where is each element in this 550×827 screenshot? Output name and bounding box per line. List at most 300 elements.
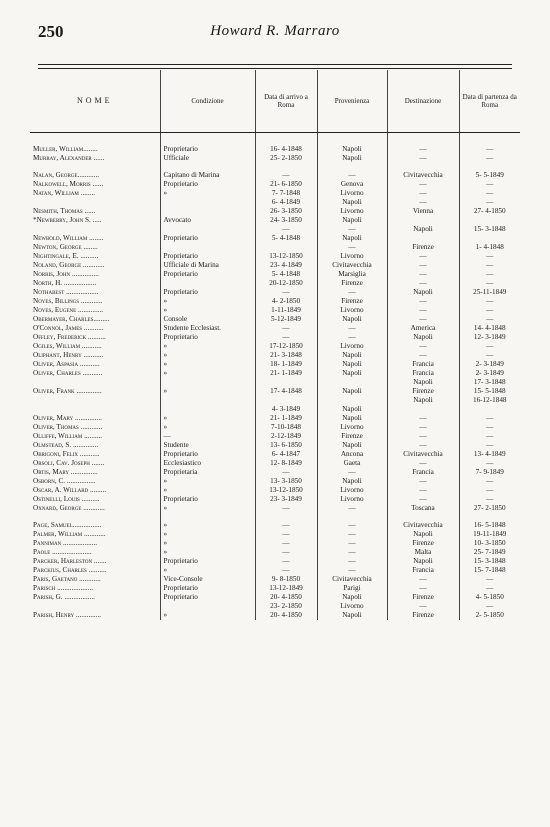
cell-data-partenza: 19-11-1849 (459, 530, 520, 539)
cell-data-arrivo (255, 163, 317, 171)
register-table (30, 70, 520, 620)
cell-data-partenza: 2- 3-1849 (459, 369, 520, 378)
cell-destinazione: Napoli (387, 333, 459, 342)
cell-name: Parckius, Charles .......... (33, 566, 107, 574)
cell-name: Ortis, Mary ............... (33, 468, 98, 476)
table-row (30, 324, 520, 333)
cell-condizione: Ufficiale (160, 154, 255, 163)
cell-data-arrivo: 16- 4-1848 (255, 145, 317, 154)
cell-condizione: Capitano di Marina (160, 171, 255, 180)
cell-condizione: Proprietario (160, 495, 255, 504)
column-header-provenienza: Provenienza (317, 70, 387, 133)
cell-condizione: Proprietario (160, 180, 255, 189)
cell-condizione (160, 279, 255, 288)
table-row (30, 351, 520, 360)
cell-data-arrivo: 17-12-1850 (255, 342, 317, 351)
cell-name: Oliver, Aspasia ........... (33, 360, 100, 368)
cell-data-arrivo (255, 396, 317, 405)
cell-data-partenza (459, 234, 520, 243)
table-body (30, 133, 520, 621)
cell-destinazione: Napoli (387, 378, 459, 387)
cell-provenienza: — (317, 333, 387, 342)
cell-condizione (160, 163, 255, 171)
cell-provenienza: Genova (317, 180, 387, 189)
cell-data-arrivo: 5- 4-1848 (255, 234, 317, 243)
table-row (30, 180, 520, 189)
cell-name: Parish, Henry .............. (33, 611, 102, 619)
cell-data-arrivo: 12- 8-1849 (255, 459, 317, 468)
table-row (30, 315, 520, 324)
cell-data-partenza: 5- 5-1849 (459, 171, 520, 180)
cell-data-partenza: — (459, 154, 520, 163)
cell-destinazione: Firenze (387, 611, 459, 620)
cell-destinazione: Toscana (387, 504, 459, 513)
cell-data-arrivo: 13- 6-1850 (255, 441, 317, 450)
table-row (30, 198, 520, 207)
table-row (30, 405, 520, 414)
cell-data-partenza: 25- 7-1849 (459, 548, 520, 557)
cell-destinazione: Francia (387, 468, 459, 477)
cell-data-partenza: — (459, 602, 520, 611)
cell-condizione: Proprietario (160, 252, 255, 261)
cell-data-partenza: 17- 3-1848 (459, 378, 520, 387)
cell-name: Olmstead, S. .............. (33, 441, 99, 449)
cell-condizione (160, 378, 255, 387)
cell-destinazione: — (387, 351, 459, 360)
cell-provenienza: — (317, 548, 387, 557)
cell-name: Noyes, Eugene .............. (33, 306, 104, 314)
cell-data-partenza: — (459, 315, 520, 324)
table-row (30, 154, 520, 163)
cell-name: Muller, William........ (33, 145, 98, 153)
table-row (30, 575, 520, 584)
cell-name: Paris, Gaetano ............ (33, 575, 101, 583)
cell-data-partenza: — (459, 297, 520, 306)
cell-condizione: Proprietario (160, 584, 255, 593)
cell-provenienza: — (317, 566, 387, 575)
cell-data-arrivo (255, 378, 317, 387)
table-row (30, 566, 520, 575)
cell-data-partenza: 13- 4-1849 (459, 450, 520, 459)
cell-provenienza: Napoli (317, 593, 387, 602)
cell-destinazione: Francia (387, 566, 459, 575)
cell-name: Olliffe, William .......... (33, 432, 103, 440)
table-row (30, 297, 520, 306)
cell-provenienza: Napoli (317, 477, 387, 486)
cell-condizione: » (160, 342, 255, 351)
cell-destinazione: Francia (387, 360, 459, 369)
cell-destinazione: Civitavecchia (387, 521, 459, 530)
cell-destinazione (387, 234, 459, 243)
cell-data-arrivo: 6- 4-1849 (255, 198, 317, 207)
cell-name: Osborn, C. ................ (33, 477, 96, 485)
table-spacer-row (30, 133, 520, 146)
cell-data-partenza: — (459, 180, 520, 189)
table-row (30, 234, 520, 243)
cell-data-arrivo: 13-12-1849 (255, 584, 317, 593)
table-row (30, 486, 520, 495)
cell-provenienza: — (317, 530, 387, 539)
cell-destinazione: Napoli (387, 225, 459, 234)
cell-condizione (160, 207, 255, 216)
cell-provenienza: Napoli (317, 369, 387, 378)
cell-data-partenza: — (459, 198, 520, 207)
cell-destinazione: — (387, 261, 459, 270)
cell-name: Ostinelli, Louis .......... (33, 495, 100, 503)
cell-name: Oliver, Charles ........... (33, 369, 103, 377)
cell-name: Murray, Alexander ...... (33, 154, 105, 162)
cell-condizione: » (160, 189, 255, 198)
cell-provenienza: Livorno (317, 423, 387, 432)
cell-data-arrivo: — (255, 333, 317, 342)
cell-data-partenza (459, 216, 520, 225)
cell-data-partenza (459, 513, 520, 521)
cell-destinazione: — (387, 154, 459, 163)
cell-data-arrivo: — (255, 521, 317, 530)
cell-name: Nightingale, E. .......... (33, 252, 99, 260)
cell-data-arrivo: 26- 3-1850 (255, 207, 317, 216)
cell-data-arrivo: — (255, 548, 317, 557)
cell-provenienza: — (317, 521, 387, 530)
cell-destinazione: Firenze (387, 593, 459, 602)
cell-destinazione: — (387, 297, 459, 306)
cell-data-arrivo: — (255, 324, 317, 333)
cell-data-partenza: 16- 5-1848 (459, 521, 520, 530)
cell-data-arrivo: 7-10-1848 (255, 423, 317, 432)
table-row (30, 530, 520, 539)
table-row (30, 423, 520, 432)
cell-name: Nesmith, Thomas ...... (33, 207, 96, 215)
cell-provenienza: — (317, 243, 387, 252)
cell-provenienza: Napoli (317, 154, 387, 163)
cell-condizione: » (160, 297, 255, 306)
cell-name: O'Connol, James ........... (33, 324, 104, 332)
table-row (30, 288, 520, 297)
cell-data-partenza: — (459, 575, 520, 584)
cell-data-arrivo: 13-12-1850 (255, 252, 317, 261)
cell-provenienza: Civitavecchia (317, 261, 387, 270)
cell-data-arrivo: — (255, 225, 317, 234)
header-rule-thin (38, 68, 512, 69)
cell-destinazione: Vienna (387, 207, 459, 216)
cell-condizione: Avvocato (160, 216, 255, 225)
cell-provenienza: — (317, 539, 387, 548)
cell-data-arrivo: 23- 3-1849 (255, 495, 317, 504)
cell-data-partenza: — (459, 279, 520, 288)
cell-data-partenza: — (459, 270, 520, 279)
cell-provenienza: Napoli (317, 198, 387, 207)
cell-name (30, 602, 160, 611)
cell-name (30, 396, 160, 405)
table-row (30, 539, 520, 548)
cell-data-arrivo: 1-11-1849 (255, 306, 317, 315)
table-row (30, 270, 520, 279)
cell-data-partenza: 27- 4-1850 (459, 207, 520, 216)
cell-condizione: Proprietario (160, 270, 255, 279)
cell-name: Nothabest .................. (33, 288, 99, 296)
cell-data-partenza: — (459, 423, 520, 432)
cell-name: Parcker, Harleston ....... (33, 557, 107, 565)
header-rule (38, 64, 512, 65)
cell-provenienza: Napoli (317, 387, 387, 396)
cell-condizione: » (160, 566, 255, 575)
cell-provenienza: Napoli (317, 315, 387, 324)
cell-name: Nalkowell, Morris ...... (33, 180, 104, 188)
cell-destinazione: — (387, 252, 459, 261)
cell-name: Newbold, William ........ (33, 234, 104, 242)
cell-destinazione: — (387, 423, 459, 432)
cell-provenienza: Livorno (317, 486, 387, 495)
cell-data-arrivo: 21- 3-1848 (255, 351, 317, 360)
cell-condizione (160, 396, 255, 405)
cell-destinazione: — (387, 414, 459, 423)
cell-data-arrivo: 13-12-1850 (255, 486, 317, 495)
cell-data-arrivo: 4- 2-1850 (255, 297, 317, 306)
cell-provenienza: Livorno (317, 189, 387, 198)
cell-name: Nalan, George............ (33, 171, 100, 179)
cell-name: Natan, William ........ (33, 189, 96, 197)
cell-data-partenza: — (459, 414, 520, 423)
cell-destinazione: Napoli (387, 288, 459, 297)
cell-data-arrivo: 18- 1-1849 (255, 360, 317, 369)
table-row (30, 225, 520, 234)
cell-condizione: Proprietario (160, 288, 255, 297)
table-row (30, 521, 520, 530)
cell-data-arrivo: — (255, 504, 317, 513)
table-row (30, 207, 520, 216)
table-row (30, 468, 520, 477)
column-header-nome: NOME (30, 70, 160, 133)
cell-provenienza: Napoli (317, 611, 387, 620)
cell-condizione: Ufficiale di Marina (160, 261, 255, 270)
cell-provenienza: Parigi (317, 584, 387, 593)
cell-destinazione: — (387, 315, 459, 324)
cell-condizione: » (160, 486, 255, 495)
cell-condizione (160, 225, 255, 234)
cell-data-arrivo: — (255, 539, 317, 548)
cell-destinazione: Napoli (387, 557, 459, 566)
cell-data-arrivo: 20-12-1850 (255, 279, 317, 288)
cell-condizione: Proprietario (160, 557, 255, 566)
cell-condizione: Proprietario (160, 593, 255, 602)
cell-data-partenza: — (459, 486, 520, 495)
cell-provenienza: Firenze (317, 432, 387, 441)
cell-condizione: » (160, 530, 255, 539)
running-title: Howard R. Marraro (210, 23, 340, 39)
cell-destinazione: — (387, 180, 459, 189)
cell-data-arrivo: — (255, 171, 317, 180)
table-row (30, 459, 520, 468)
cell-provenienza: Napoli (317, 234, 387, 243)
cell-data-partenza: — (459, 261, 520, 270)
cell-provenienza: Napoli (317, 216, 387, 225)
cell-data-arrivo: — (255, 468, 317, 477)
cell-name: Norris, John ............... (33, 270, 99, 278)
cell-data-partenza: — (459, 477, 520, 486)
cell-name: Noyes, Billings ............ (33, 297, 103, 305)
cell-data-partenza: — (459, 459, 520, 468)
cell-data-partenza: — (459, 495, 520, 504)
cell-destinazione: — (387, 602, 459, 611)
cell-name: Panniman ................... (33, 539, 98, 547)
cell-condizione: Studente Ecclesiast. (160, 324, 255, 333)
cell-condizione: » (160, 504, 255, 513)
cell-name: Parisch .................... (33, 584, 94, 592)
cell-provenienza: Gaeta (317, 459, 387, 468)
cell-destinazione: — (387, 486, 459, 495)
cell-provenienza: Livorno (317, 252, 387, 261)
cell-destinazione: — (387, 342, 459, 351)
cell-data-partenza: 10- 3-1850 (459, 539, 520, 548)
cell-destinazione: Civitavecchia (387, 171, 459, 180)
cell-destinazione: — (387, 279, 459, 288)
cell-destinazione: Malta (387, 548, 459, 557)
cell-destinazione: — (387, 441, 459, 450)
cell-name: Paole ...................... (33, 548, 92, 556)
cell-name: Newton, George ........ (33, 243, 98, 251)
cell-data-arrivo: 5- 4-1848 (255, 270, 317, 279)
cell-provenienza (317, 513, 387, 521)
cell-data-arrivo: 20- 4-1850 (255, 593, 317, 602)
cell-data-arrivo: 21- 1-1849 (255, 414, 317, 423)
table-row (30, 378, 520, 387)
cell-condizione (160, 602, 255, 611)
cell-provenienza: Napoli (317, 351, 387, 360)
cell-data-partenza: — (459, 342, 520, 351)
cell-destinazione: — (387, 145, 459, 154)
cell-data-partenza: 7- 9-1849 (459, 468, 520, 477)
cell-provenienza: Napoli (317, 414, 387, 423)
cell-data-arrivo: 21- 6-1850 (255, 180, 317, 189)
cell-condizione: Proprietario (160, 450, 255, 459)
page-header (38, 22, 512, 46)
cell-condizione: » (160, 369, 255, 378)
cell-provenienza: Livorno (317, 495, 387, 504)
cell-data-partenza: 15- 7-1848 (459, 566, 520, 575)
cell-data-partenza: 27- 2-1850 (459, 504, 520, 513)
column-header-destinazione: Destinazione (387, 70, 459, 133)
cell-data-partenza: 15- 3-1848 (459, 557, 520, 566)
cell-data-partenza: 1- 4-1848 (459, 243, 520, 252)
cell-provenienza: — (317, 288, 387, 297)
cell-destinazione: — (387, 495, 459, 504)
cell-condizione: » (160, 539, 255, 548)
cell-destinazione: Firenze (387, 387, 459, 396)
page-number: 250 (38, 22, 64, 41)
cell-data-arrivo: 21- 1-1849 (255, 369, 317, 378)
cell-data-partenza: 14- 4-1848 (459, 324, 520, 333)
cell-data-arrivo: 5-12-1849 (255, 315, 317, 324)
table-row (30, 593, 520, 602)
cell-data-partenza: — (459, 145, 520, 154)
register-table-wrap (30, 70, 520, 620)
cell-condizione (160, 405, 255, 414)
table-header-row (30, 70, 520, 133)
table-row (30, 216, 520, 225)
cell-name (30, 405, 160, 414)
cell-name: North, H. .................. (33, 279, 97, 287)
cell-provenienza: Firenze (317, 297, 387, 306)
table-row (30, 145, 520, 154)
cell-condizione: Proprietaria (160, 468, 255, 477)
cell-data-partenza: 16-12-1848 (459, 396, 520, 405)
cell-provenienza: — (317, 171, 387, 180)
cell-provenienza: — (317, 324, 387, 333)
cell-destinazione: — (387, 584, 459, 593)
cell-data-partenza: 2- 3-1849 (459, 360, 520, 369)
cell-provenienza: Napoli (317, 405, 387, 414)
cell-data-arrivo: 13- 3-1850 (255, 477, 317, 486)
cell-data-arrivo: — (255, 288, 317, 297)
cell-data-arrivo: 9- 8-1850 (255, 575, 317, 584)
cell-data-partenza (459, 405, 520, 414)
cell-condizione (160, 513, 255, 521)
cell-destinazione: — (387, 306, 459, 315)
cell-data-partenza: — (459, 584, 520, 593)
cell-name: Obermayer, Charles......... (33, 315, 110, 323)
cell-data-arrivo: — (255, 557, 317, 566)
cell-data-arrivo: 7- 7-1848 (255, 189, 317, 198)
cell-data-arrivo: 20- 4-1850 (255, 611, 317, 620)
cell-data-partenza: 2- 5-1850 (459, 611, 520, 620)
cell-data-partenza: — (459, 441, 520, 450)
cell-destinazione: — (387, 198, 459, 207)
cell-data-partenza: 12- 3-1849 (459, 333, 520, 342)
cell-name: Page, Samuel................ (33, 521, 102, 529)
cell-condizione: Ecclesiastico (160, 459, 255, 468)
table-row (30, 584, 520, 593)
cell-provenienza: — (317, 504, 387, 513)
cell-destinazione: — (387, 270, 459, 279)
cell-condizione: » (160, 351, 255, 360)
cell-destinazione: — (387, 432, 459, 441)
cell-data-arrivo: 17- 4-1848 (255, 387, 317, 396)
table-row (30, 333, 520, 342)
table-row (30, 495, 520, 504)
cell-name: Oxnard, George ............ (33, 504, 105, 512)
cell-provenienza: Civitavecchia (317, 575, 387, 584)
cell-destinazione: Napoli (387, 396, 459, 405)
cell-data-partenza: — (459, 189, 520, 198)
cell-condizione: Proprietario (160, 234, 255, 243)
cell-data-arrivo: 2-12-1849 (255, 432, 317, 441)
table-row (30, 171, 520, 180)
cell-destinazione (387, 163, 459, 171)
cell-condizione: Proprietario (160, 145, 255, 154)
cell-name: Oliphant, Henry ........... (33, 351, 104, 359)
column-header-data-arrivo: Data di arrivo a Roma (255, 70, 317, 133)
cell-name (30, 225, 160, 234)
cell-condizione (160, 243, 255, 252)
cell-data-arrivo: 25- 2-1850 (255, 154, 317, 163)
cell-data-partenza: — (459, 432, 520, 441)
cell-name (30, 513, 160, 521)
table-row (30, 432, 520, 441)
cell-name (30, 378, 160, 387)
cell-name: Oscar, A. Willard ......... (33, 486, 107, 494)
cell-condizione: » (160, 306, 255, 315)
cell-name: *Newberry, John S. ..... (33, 216, 102, 224)
cell-provenienza: Livorno (317, 342, 387, 351)
cell-condizione: » (160, 548, 255, 557)
table-row (30, 360, 520, 369)
cell-name: Oliver, Thomas ............ (33, 423, 103, 431)
table-row (30, 611, 520, 620)
table-row (30, 243, 520, 252)
cell-destinazione (387, 405, 459, 414)
cell-data-arrivo: — (255, 530, 317, 539)
table-row (30, 396, 520, 405)
